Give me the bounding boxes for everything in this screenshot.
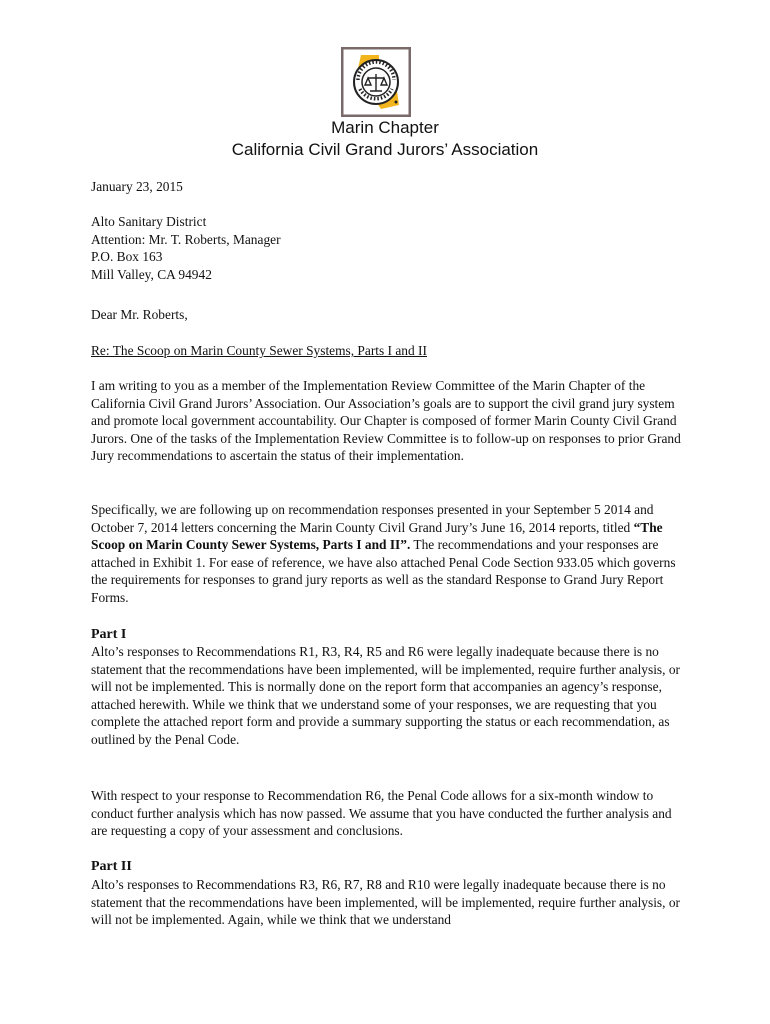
specific-text-b: The recommendations and your responses are attached in Exhibit 1. For ease of reference, we have also attached Penal Code Section 933.05 which governs the requirements for responses to grand jury reports as well as the standard Response to Grand Jury Report Forms.	[91, 537, 676, 605]
seal-emblem-icon	[341, 47, 411, 117]
chapter-title: Marin Chapter	[331, 118, 439, 137]
part1-text: Alto’s responses to Recommendations R1, R3, R4, R5 and R6 were legally inadequate because there is no statement that the recommendations have been implemented, will be implemented, require further analysis, or will not be implemented. This is normally done on the report form that accompanies an agency’s response, attached herewith. While we think that we understand some of your responses, we are requesting that you complete the attached report form and provide a summary supporting the status or each recommendation, as outlined by the Penal Code.	[91, 644, 680, 747]
recipient-address	[91, 213, 691, 283]
part2-paragraph	[91, 876, 691, 929]
recipient-box: P.O. Box 163	[91, 249, 163, 265]
report-title: “The Scoop on Marin County Sewer Systems, Parts I and II”.	[91, 519, 663, 553]
specific-text-a: Specifically, we are following up on recommendation responses presented in your September 5 2014 and October 7, 2014 letters concerning the Marin County Civil Grand Jury’s June 16, 2014 reports, titled	[91, 502, 654, 535]
part1-paragraph	[91, 643, 691, 749]
association-title: California Civil Grand Jurors’ Association	[231, 140, 539, 159]
intro-paragraph	[91, 377, 691, 465]
subject-line: Re: The Scoop on Marin County Sewer Systems, Parts I and II	[91, 343, 427, 358]
salutation: Dear Mr. Roberts,	[91, 307, 188, 322]
letter-date: January 23, 2015	[91, 179, 183, 194]
specific-paragraph	[91, 501, 691, 607]
r6-paragraph	[91, 787, 691, 840]
specific-text	[91, 501, 691, 607]
intro-text: I am writing to you as a member of the Implementation Review Committee of the Marin Chapter of the California Civil Grand Jurors’ Association. Our Association’s goals are to support the civil grand jury system and promote local government accountability. Our Chapter is composed of former Marin County Civil Grand Jurors. One of the tasks of the Implementation Review Committee is to follow-up on responses to prior Grand Jury recommendations to ascertain the status of their implementation.	[91, 378, 681, 464]
association-seal-logo	[341, 47, 411, 117]
recipient-attention: Attention: Mr. T. Roberts, Manager	[91, 231, 281, 247]
r6-text: With respect to your response to Recommendation R6, the Penal Code allows for a six-month window to conduct further analysis which has now passed. We assume that you have conducted the further analysis and are requesting a copy of your assessment and conclusions.	[91, 788, 672, 839]
recipient-name: Alto Sanitary District	[91, 214, 207, 229]
part2-text: Alto’s responses to Recommendations R3, R6, R7, R8 and R10 were legally inadequate because there is no statement that the recommendations have been implemented, will be implemented, require further analysis, or will not be implemented. Again, while we think that we understand	[91, 877, 680, 928]
part2-heading: Part II	[91, 859, 132, 874]
recipient-city: Mill Valley, CA 94942	[91, 266, 212, 282]
part1-heading: Part I	[91, 627, 127, 642]
